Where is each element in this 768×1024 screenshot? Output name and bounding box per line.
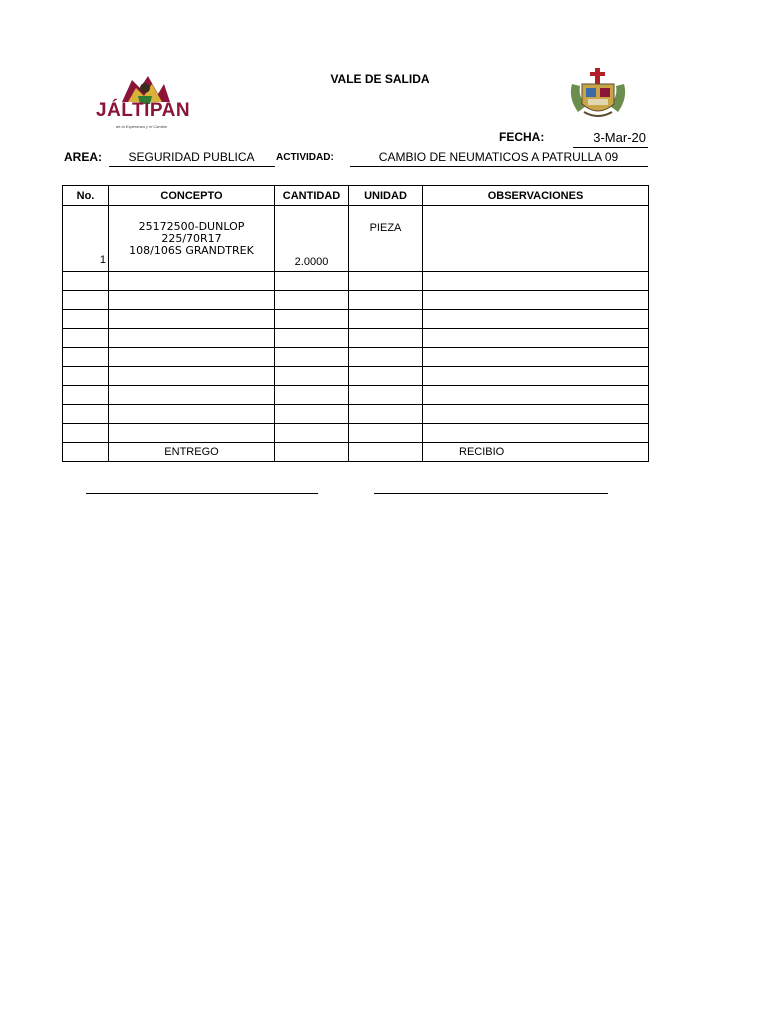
logo-tagline: de la Esperanza y el Cambio xyxy=(116,124,168,129)
actividad-value: CAMBIO DE NEUMATICOS A PATRULLA 09 xyxy=(378,150,619,164)
empty-cell xyxy=(109,272,275,291)
item-observaciones xyxy=(423,206,649,272)
empty-cell xyxy=(349,348,423,367)
empty-cell xyxy=(275,443,349,462)
empty-cell xyxy=(275,386,349,405)
table-row xyxy=(63,367,649,386)
empty-cell xyxy=(109,310,275,329)
empty-cell xyxy=(275,329,349,348)
table-row xyxy=(63,272,649,291)
header-observaciones: OBSERVACIONES xyxy=(423,186,649,206)
header-unidad: UNIDAD xyxy=(349,186,423,206)
fecha-underline xyxy=(573,147,648,148)
item-unidad: PIEZA xyxy=(349,206,423,272)
empty-cell xyxy=(349,329,423,348)
empty-cell xyxy=(349,424,423,443)
empty-cell xyxy=(63,424,109,443)
header-no: No. xyxy=(63,186,109,206)
empty-cell xyxy=(349,272,423,291)
empty-cell xyxy=(109,291,275,310)
fecha-label: FECHA: xyxy=(499,130,545,144)
empty-cell xyxy=(275,424,349,443)
empty-cell xyxy=(63,291,109,310)
empty-cell xyxy=(63,443,109,462)
fecha-value: 3-Mar-20 xyxy=(593,130,646,145)
empty-cell xyxy=(109,424,275,443)
items-table xyxy=(62,185,649,462)
municipal-seal-icon xyxy=(566,66,630,124)
table-row xyxy=(63,405,649,424)
empty-cell xyxy=(275,405,349,424)
empty-cell xyxy=(275,348,349,367)
table-row xyxy=(63,386,649,405)
empty-cell xyxy=(109,386,275,405)
table-header-row xyxy=(63,186,649,206)
item-no: 1 xyxy=(63,206,109,272)
municipal-seal xyxy=(566,66,630,124)
table-row xyxy=(63,424,649,443)
empty-cell xyxy=(63,405,109,424)
empty-cell xyxy=(423,348,649,367)
empty-cell xyxy=(275,367,349,386)
empty-cell xyxy=(349,386,423,405)
empty-cell xyxy=(109,367,275,386)
empty-cell xyxy=(275,272,349,291)
empty-cell xyxy=(275,291,349,310)
empty-cell xyxy=(63,386,109,405)
empty-cell xyxy=(423,367,649,386)
item-cantidad: 2.0000 xyxy=(275,206,349,272)
entrego-signature-line xyxy=(86,493,318,494)
empty-cell xyxy=(423,329,649,348)
item-concepto-line2: 108/106S GRANDTREK xyxy=(129,243,254,257)
table-row xyxy=(63,310,649,329)
item-concepto xyxy=(109,206,275,272)
empty-cell xyxy=(349,310,423,329)
jaltipan-logo xyxy=(92,74,202,134)
empty-cell xyxy=(109,329,275,348)
empty-cell xyxy=(423,424,649,443)
empty-cell xyxy=(423,386,649,405)
recibio-label: RECIBIO xyxy=(423,443,649,462)
logo-wordmark: JÁLTIPAN xyxy=(96,100,191,121)
area-value: SEGURIDAD PUBLICA xyxy=(128,150,255,164)
area-underline xyxy=(109,166,275,167)
empty-cell xyxy=(423,310,649,329)
document-title: VALE DE SALIDA xyxy=(330,72,430,86)
empty-cell xyxy=(63,348,109,367)
empty-cell xyxy=(63,329,109,348)
empty-cell xyxy=(63,367,109,386)
table-row xyxy=(63,329,649,348)
empty-cell xyxy=(275,310,349,329)
header-concepto: CONCEPTO xyxy=(109,186,275,206)
table-footer-row xyxy=(63,443,649,462)
empty-cell xyxy=(423,405,649,424)
recibio-signature-line xyxy=(374,493,608,494)
actividad-underline xyxy=(350,166,648,167)
empty-cell xyxy=(109,348,275,367)
item-concepto-line1: 25172500-DUNLOP 225/70R17 xyxy=(138,219,245,245)
empty-cell xyxy=(63,310,109,329)
actividad-label: ACTIVIDAD: xyxy=(276,152,334,163)
empty-cell xyxy=(349,405,423,424)
empty-cell xyxy=(109,405,275,424)
table-row xyxy=(63,206,649,272)
entrego-label: ENTREGO xyxy=(109,443,275,462)
empty-cell xyxy=(63,272,109,291)
empty-cell xyxy=(423,272,649,291)
empty-cell xyxy=(349,291,423,310)
table-row xyxy=(63,348,649,367)
table-row xyxy=(63,291,649,310)
empty-cell xyxy=(349,443,423,462)
empty-cell xyxy=(349,367,423,386)
area-label: AREA: xyxy=(64,150,102,164)
header-cantidad: CANTIDAD xyxy=(275,186,349,206)
empty-cell xyxy=(423,291,649,310)
